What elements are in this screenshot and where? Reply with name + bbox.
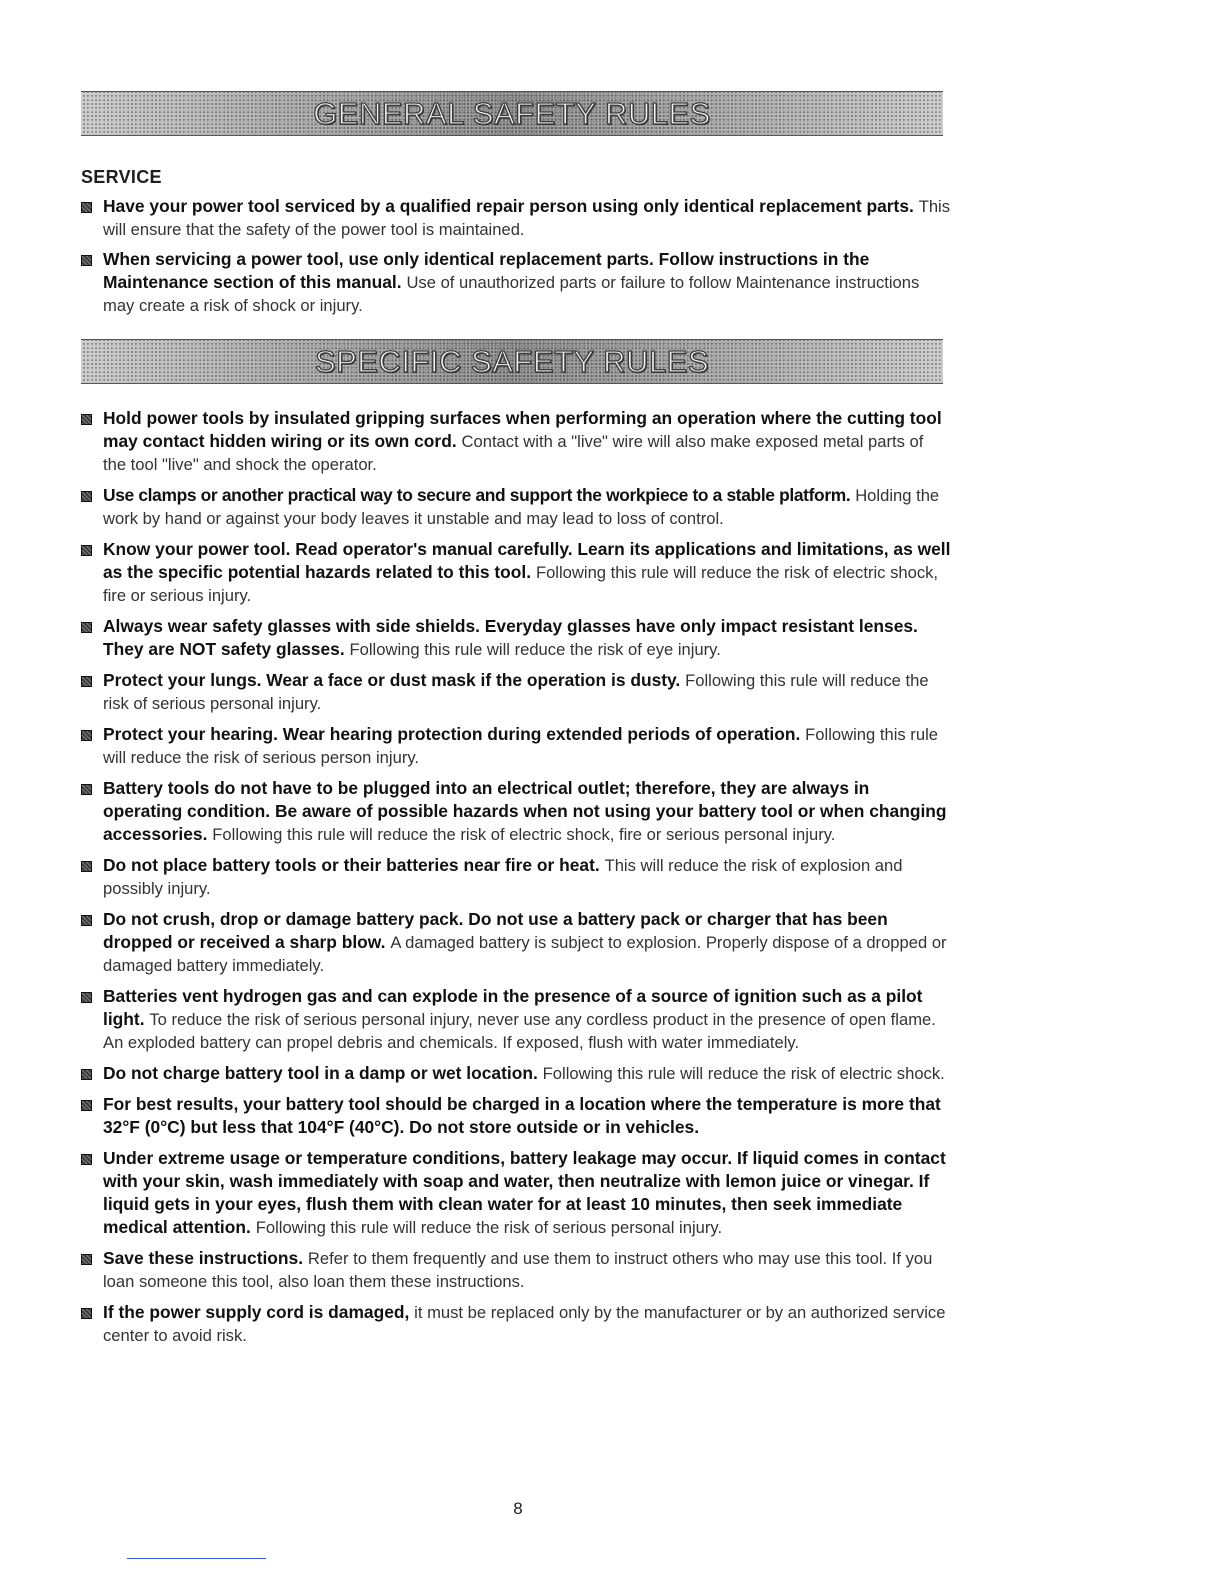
rule-explanation: it must be replaced only by the manufacturer or by an authorized service center to avoid risk.	[103, 1303, 946, 1345]
rule-emphasis: Save these instructions.	[103, 1248, 304, 1268]
square-bullet-icon	[81, 784, 92, 795]
specific-rule	[79, 908, 951, 977]
rule-emphasis: Hold power tools by insulated gripping surfaces when performing an operation where the cutting tool may contact hidden wiring or its own cord.	[103, 408, 942, 451]
service-rules-list	[79, 195, 951, 324]
rule-emphasis: Protect your lungs. Wear a face or dust mask if the operation is dusty.	[103, 670, 681, 690]
square-bullet-icon	[81, 1154, 92, 1165]
service-rule	[79, 195, 951, 241]
specific-rule	[79, 1062, 951, 1085]
square-bullet-icon	[81, 545, 92, 556]
rule-emphasis: Have your power tool serviced by a qualified repair person using only identical replacement parts.	[103, 196, 914, 216]
specific-rule	[79, 1093, 951, 1139]
service-rule	[79, 248, 951, 317]
rule-emphasis: When servicing a power tool, use only identical replacement parts. Follow instructions in the Maintenance section of this manual.	[103, 249, 870, 292]
rule-explanation: Following this rule will reduce the risk of eye injury.	[349, 640, 721, 659]
rule-explanation: Holding the work by hand or against your body leaves it unstable and may lead to loss of control.	[103, 486, 940, 528]
service-heading: SERVICE	[81, 167, 162, 187]
square-bullet-icon	[81, 202, 92, 213]
rule-explanation: Use of unauthorized parts or failure to follow Maintenance instructions may create a risk of shock or injury.	[103, 273, 920, 315]
rule-emphasis: For best results, your battery tool should be charged in a location where the temperature is more that 32°F (0°C) but less that 104°F (40°C). Do not store outside or in vehicles.	[103, 1094, 941, 1137]
page-number: 8	[513, 1499, 523, 1518]
rule-explanation: Following this rule will reduce the risk of serious personal injury.	[255, 1218, 723, 1237]
rule-explanation: Following this rule will reduce the risk of electric shock, fire or serious injury.	[103, 563, 939, 605]
rule-emphasis: Do not crush, drop or damage battery pack. Do not use a battery pack or charger that has been dropped or received a sharp blow.	[103, 909, 888, 952]
rule-emphasis: Know your power tool. Read operator's manual carefully. Learn its applications and limitations, as well as the specific potential hazards related to this tool.	[103, 539, 951, 582]
specific-rule	[79, 1247, 951, 1293]
general-safety-rules-banner	[81, 91, 943, 136]
specific-rule	[79, 723, 951, 769]
specific-rule	[79, 985, 951, 1054]
rule-explanation: Following this rule will reduce the risk of electric shock, fire or serious personal injury.	[212, 825, 836, 844]
rule-emphasis: Always wear safety glasses with side shields. Everyday glasses have only impact resistant lenses. They are NOT safety glasses.	[103, 616, 918, 659]
specific-rule	[79, 615, 951, 661]
specific-rule	[79, 669, 951, 715]
rule-explanation: Following this rule will reduce the risk of serious person injury.	[103, 725, 938, 767]
rule-emphasis: Battery tools do not have to be plugged into an electrical outlet; therefore, they are always in operating condition. Be aware of possible hazards when not using your battery tool or when changing accessories.	[103, 778, 947, 844]
banner-title: GENERAL SAFETY RULES	[313, 95, 711, 131]
specific-rule	[79, 484, 951, 530]
square-bullet-icon	[81, 414, 92, 425]
rule-emphasis: If the power supply cord is damaged,	[103, 1302, 410, 1322]
square-bullet-icon	[81, 1254, 92, 1265]
specific-rule	[79, 538, 951, 607]
square-bullet-icon	[81, 676, 92, 687]
square-bullet-icon	[81, 491, 92, 502]
specific-rule	[79, 777, 951, 846]
rule-explanation: Following this rule will reduce the risk of electric shock.	[542, 1064, 945, 1083]
square-bullet-icon	[81, 992, 92, 1003]
specific-safety-rules-banner	[81, 339, 943, 384]
footer-rule-line	[127, 1558, 266, 1559]
rule-explanation: To reduce the risk of serious personal injury, never use any cordless product in the presence of open flame. An exploded battery can propel debris and chemicals. If exposed, flush with water immediately.	[103, 1010, 936, 1052]
rule-emphasis: Protect your hearing. Wear hearing protection during extended periods of operation.	[103, 724, 801, 744]
rule-emphasis: Batteries vent hydrogen gas and can explode in the presence of a source of ignition such as a pilot light.	[103, 986, 923, 1029]
specific-rule	[79, 407, 951, 476]
banner-title: SPECIFIC SAFETY RULES	[314, 343, 710, 379]
specific-rules-list	[79, 407, 951, 1355]
square-bullet-icon	[81, 1069, 92, 1080]
square-bullet-icon	[81, 861, 92, 872]
rule-explanation: Following this rule will reduce the risk of serious personal injury.	[103, 671, 929, 713]
rule-emphasis: Use clamps or another practical way to secure and support the workpiece to a stable platform.	[103, 485, 851, 505]
specific-rule	[79, 1301, 951, 1347]
square-bullet-icon	[81, 1308, 92, 1319]
specific-rule	[79, 1147, 951, 1239]
rule-explanation: Refer to them frequently and use them to instruct others who may use this tool. If you loan someone this tool, also loan them these instructions.	[103, 1249, 933, 1291]
square-bullet-icon	[81, 622, 92, 633]
square-bullet-icon	[81, 1100, 92, 1111]
square-bullet-icon	[81, 915, 92, 926]
rule-explanation: Contact with a "live" wire will also make exposed metal parts of the tool "live" and shock the operator.	[103, 432, 924, 474]
square-bullet-icon	[81, 730, 92, 741]
rule-explanation: This will reduce the risk of explosion and possibly injury.	[103, 856, 903, 898]
rule-explanation: This will ensure that the safety of the power tool is maintained.	[103, 197, 951, 239]
rule-emphasis: Under extreme usage or temperature conditions, battery leakage may occur. If liquid comes in contact with your skin, wash immediately with soap and water, then neutralize with lemon juice or vinegar. If liquid gets in your eyes, flush them with clean water for at least 10 minutes, then seek immediate medical attention.	[103, 1148, 946, 1237]
square-bullet-icon	[81, 255, 92, 266]
rule-emphasis: Do not place battery tools or their batteries near fire or heat.	[103, 855, 600, 875]
rule-explanation: A damaged battery is subject to explosion. Properly dispose of a dropped or damaged battery immediately.	[103, 933, 947, 975]
rule-emphasis: Do not charge battery tool in a damp or wet location.	[103, 1063, 538, 1083]
specific-rule	[79, 854, 951, 900]
